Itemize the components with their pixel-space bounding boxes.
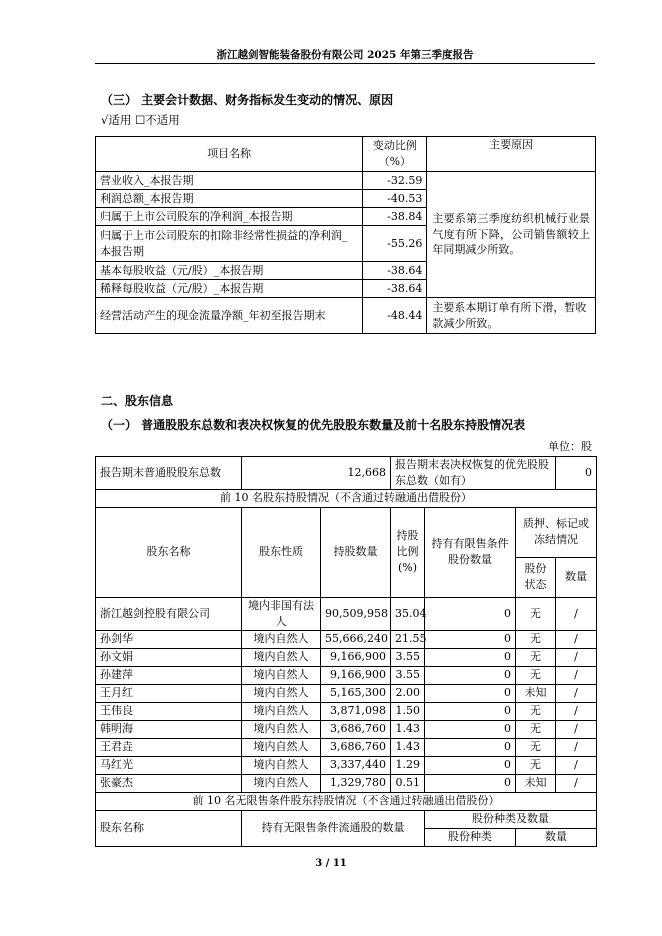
holder-restricted: 0 — [425, 738, 516, 756]
item-cell: 归属于上市公司股东的扣除非经常性损益的净利润_本报告期 — [96, 226, 363, 262]
holder-restricted: 0 — [425, 666, 516, 684]
holder-pledge-qty: / — [556, 684, 597, 702]
holder-pledge-status: 无 — [516, 738, 556, 756]
pref-holders-label: 报告期末表决权恢复的优先股股东总数（如有） — [391, 457, 556, 490]
holder-name: 孙文娟 — [96, 648, 242, 666]
holder-nature: 境内自然人 — [242, 756, 321, 774]
holder-pledge-qty: / — [556, 630, 597, 648]
holder-ratio: 0.51 — [391, 774, 425, 792]
holder-ratio: 3.55 — [391, 648, 425, 666]
holder-pledge-status: 无 — [516, 648, 556, 666]
holder-ratio: 35.04 — [391, 597, 425, 630]
unrestricted-col-amount: 数量 — [516, 828, 597, 846]
col-item-header: 项目名称 — [96, 137, 363, 172]
unrestricted-col-type: 股份种类 — [425, 828, 516, 846]
holder-pledge-status: 无 — [516, 597, 556, 630]
unrestricted-col-qty: 持有无限售条件流通股的数量 — [242, 810, 425, 846]
top10-title: 前 10 名股东持股情况（不含通过转融通出借股份） — [96, 489, 597, 507]
holder-shares: 90,509,958 — [321, 597, 391, 630]
holder-nature: 境内自然人 — [242, 702, 321, 720]
holder-shares: 5,165,300 — [321, 684, 391, 702]
holder-pledge-qty: / — [556, 774, 597, 792]
holder-shares: 3,871,098 — [321, 702, 391, 720]
holder-restricted: 0 — [425, 597, 516, 630]
holder-ratio: 1.43 — [391, 738, 425, 756]
holder-ratio: 2.00 — [391, 684, 425, 702]
holder-name: 王月红 — [96, 684, 242, 702]
holder-nature: 境内自然人 — [242, 684, 321, 702]
item-cell: 稀释每股收益（元/股）_本报告期 — [96, 280, 363, 298]
holder-name: 孙建萍 — [96, 666, 242, 684]
reason-cell: 主要系第三季度纺织机械行业景气度有所下降，公司销售额较上年同期减少所致。 — [427, 172, 596, 298]
col-ratio-header: 变动比例（%） — [363, 137, 427, 172]
col-restricted-header: 持有有限售条件股份数量 — [425, 507, 516, 597]
item-cell: 经营活动产生的现金流量净额_年初至报告期末 — [96, 298, 363, 334]
section3-title: （三） 主要会计数据、财务指标发生变动的情况、原因 — [101, 93, 394, 107]
col-shares-header: 持股数量 — [321, 507, 391, 597]
applicable-options: √适用 ☐不适用 — [101, 113, 180, 127]
col-pledge-qty-header: 数量 — [556, 557, 597, 597]
holder-pledge-qty: / — [556, 702, 597, 720]
col-name-header: 股东名称 — [96, 507, 242, 597]
holder-name: 孙剑华 — [96, 630, 242, 648]
holder-shares: 3,686,760 — [321, 720, 391, 738]
holder-name: 马红光 — [96, 756, 242, 774]
holder-name: 浙江越剑控股有限公司 — [96, 597, 242, 630]
ratio-cell: -48.44 — [363, 298, 427, 334]
holder-restricted: 0 — [425, 684, 516, 702]
holder-restricted: 0 — [425, 774, 516, 792]
holder-pledge-qty: / — [556, 597, 597, 630]
holder-name: 韩明海 — [96, 720, 242, 738]
holder-pledge-status: 无 — [516, 630, 556, 648]
holder-restricted: 0 — [425, 702, 516, 720]
holder-nature: 境内非国有法人 — [242, 597, 321, 630]
holder-restricted: 0 — [425, 720, 516, 738]
ratio-cell: -55.26 — [363, 226, 427, 262]
holder-pledge-status: 无 — [516, 702, 556, 720]
holder-pledge-status: 未知 — [516, 684, 556, 702]
holder-shares: 1,329,780 — [321, 774, 391, 792]
holder-name: 王君垚 — [96, 738, 242, 756]
col-nature-header: 股东性质 — [242, 507, 321, 597]
holder-ratio: 1.43 — [391, 720, 425, 738]
holder-shares: 9,166,900 — [321, 666, 391, 684]
holder-shares: 3,337,440 — [321, 756, 391, 774]
pref-holders-value: 0 — [556, 457, 597, 490]
change-reasons-table — [95, 136, 596, 334]
unrestricted-col-name: 股东名称 — [96, 810, 242, 846]
holder-pledge-status: 未知 — [516, 774, 556, 792]
holder-name: 王伟良 — [96, 702, 242, 720]
holder-restricted: 0 — [425, 648, 516, 666]
section2-title: 二、股东信息 — [101, 394, 174, 408]
unrestricted-col-type-qty: 股份种类及数量 — [425, 810, 597, 828]
reason-cell: 主要系本期订单有所下滑，暂收款减少所致。 — [427, 298, 596, 334]
holder-nature: 境内自然人 — [242, 630, 321, 648]
holder-nature: 境内自然人 — [242, 720, 321, 738]
item-cell: 营业收入_本报告期 — [96, 172, 363, 190]
holder-pledge-status: 无 — [516, 720, 556, 738]
unit-label: 单位：股 — [548, 440, 592, 453]
holder-restricted: 0 — [425, 756, 516, 774]
holder-shares: 9,166,900 — [321, 648, 391, 666]
total-holders-value: 12,668 — [242, 457, 391, 490]
holder-pledge-qty: / — [556, 756, 597, 774]
ratio-cell: -38.64 — [363, 280, 427, 298]
total-holders-label: 报告期末普通股股东总数 — [96, 457, 242, 490]
holder-shares: 3,686,760 — [321, 738, 391, 756]
holder-nature: 境内自然人 — [242, 738, 321, 756]
holder-pledge-qty: / — [556, 720, 597, 738]
holder-shares: 55,666,240 — [321, 630, 391, 648]
holder-nature: 境内自然人 — [242, 648, 321, 666]
item-cell: 归属于上市公司股东的净利润_本报告期 — [96, 208, 363, 226]
item-cell: 基本每股收益（元/股）_本报告期 — [96, 262, 363, 280]
holder-pledge-qty: / — [556, 666, 597, 684]
col-ratio-header: 持股比例(%) — [391, 507, 425, 597]
unrestricted-title: 前 10 名无限售条件股东持股情况（不含通过转融通出借股份） — [96, 792, 597, 810]
holder-pledge-status: 无 — [516, 756, 556, 774]
page-number: 3 / 11 — [315, 858, 347, 869]
header-divider — [95, 63, 595, 64]
holder-ratio: 1.29 — [391, 756, 425, 774]
holder-ratio: 21.55 — [391, 630, 425, 648]
holder-restricted: 0 — [425, 630, 516, 648]
holder-pledge-status: 无 — [516, 666, 556, 684]
col-reason-header: 主要原因 — [427, 137, 596, 172]
col-pledge-header: 质押、标记或冻结情况 — [516, 507, 597, 557]
ratio-cell: -40.53 — [363, 190, 427, 208]
shareholders-table — [95, 456, 597, 847]
item-cell: 利润总额_本报告期 — [96, 190, 363, 208]
col-pledge-status-header: 股份状态 — [516, 557, 556, 597]
holder-pledge-qty: / — [556, 738, 597, 756]
page-header: 浙江越剑智能装备股份有限公司 2025 年第三季度报告 — [216, 49, 474, 61]
holder-ratio: 3.55 — [391, 666, 425, 684]
ratio-cell: -38.84 — [363, 208, 427, 226]
shareholders-subtitle: （一） 普通股股东总数和表决权恢复的优先股股东数量及前十名股东持股情况表 — [101, 418, 526, 432]
ratio-cell: -38.64 — [363, 262, 427, 280]
holder-ratio: 1.50 — [391, 702, 425, 720]
holder-name: 张豪杰 — [96, 774, 242, 792]
holder-pledge-qty: / — [556, 648, 597, 666]
ratio-cell: -32.59 — [363, 172, 427, 190]
holder-nature: 境内自然人 — [242, 774, 321, 792]
holder-nature: 境内自然人 — [242, 666, 321, 684]
